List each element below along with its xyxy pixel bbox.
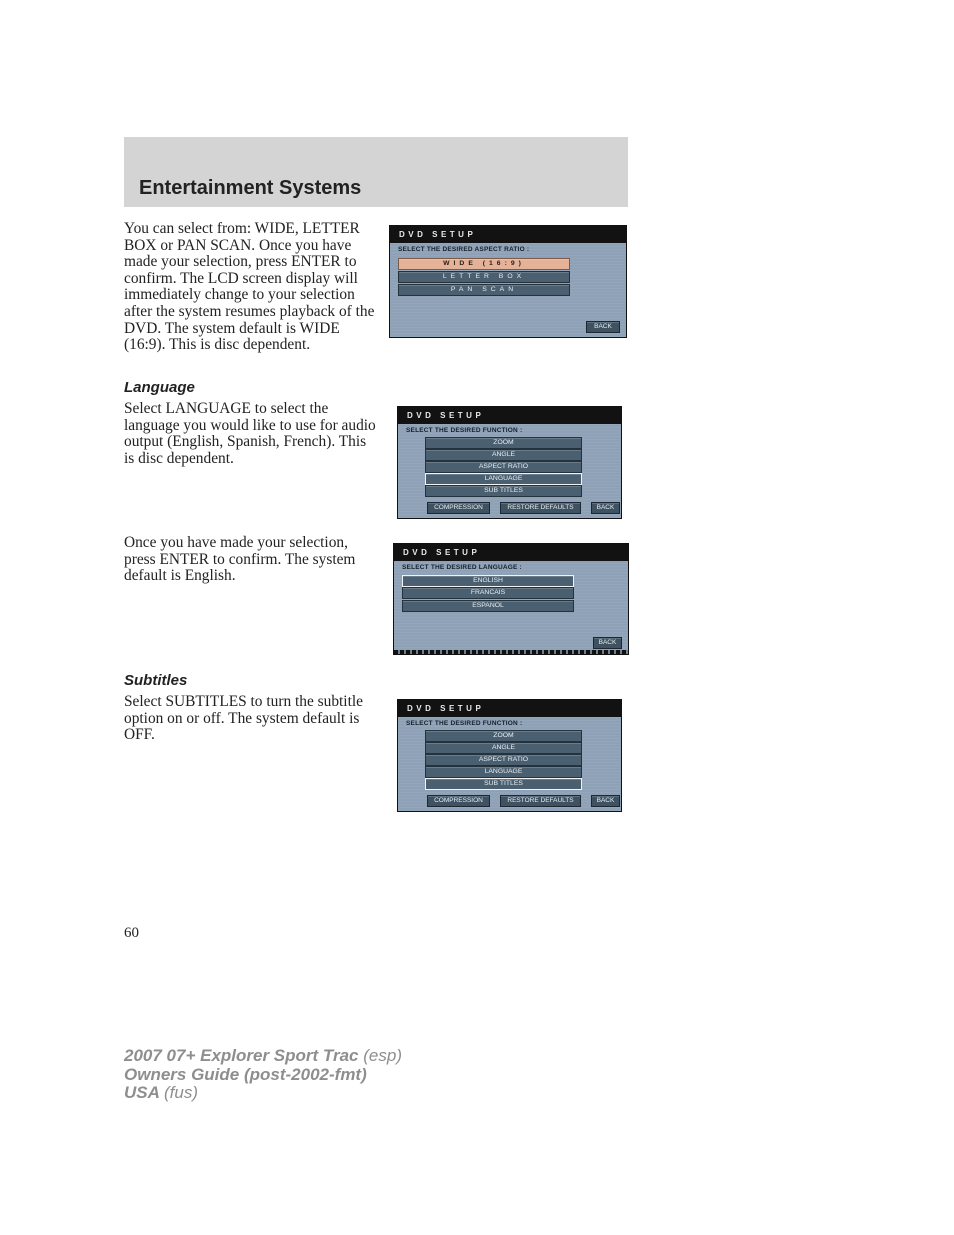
footer-line-3 bbox=[124, 1084, 402, 1103]
option-aspect-ratio[interactable]: ASPECT RATIO bbox=[425, 754, 582, 766]
screen-title-bar bbox=[398, 407, 621, 424]
option-wide[interactable]: WIDE (16:9) bbox=[398, 258, 570, 270]
dvd-setup-language-screen bbox=[393, 543, 629, 655]
footer-model: 2007 07+ Explorer Sport Trac bbox=[124, 1046, 359, 1065]
subtitles-paragraph: Select SUBTITLES to turn the subtitle option on or off. The system default is OFF. bbox=[124, 693, 363, 744]
footer-line-2 bbox=[124, 1066, 402, 1085]
screen-title-bar bbox=[390, 226, 626, 243]
option-letter-box[interactable]: LETTER BOX bbox=[398, 271, 570, 283]
option-english[interactable]: ENGLISH bbox=[402, 575, 574, 587]
screen-prompt: SELECT THE DESIRED ASPECT RATIO : bbox=[398, 246, 530, 253]
compression-button[interactable]: COMPRESSION bbox=[427, 502, 490, 514]
dvd-setup-function-screen bbox=[397, 406, 622, 519]
option-zoom[interactable]: ZOOM bbox=[425, 730, 582, 742]
document-footer bbox=[124, 1047, 402, 1103]
footer-market-code: (fus) bbox=[164, 1083, 198, 1102]
compression-button[interactable]: COMPRESSION bbox=[427, 795, 490, 807]
option-language[interactable]: LANGUAGE bbox=[425, 473, 582, 485]
screen-bottom-edge bbox=[394, 650, 628, 654]
option-zoom[interactable]: ZOOM bbox=[425, 437, 582, 449]
screen-prompt: SELECT THE DESIRED FUNCTION : bbox=[406, 720, 523, 727]
footer-line-1 bbox=[124, 1047, 402, 1066]
footer-market: USA bbox=[124, 1083, 160, 1102]
subtitles-heading: Subtitles bbox=[124, 672, 188, 689]
screen-title-bar bbox=[394, 544, 628, 561]
option-sub-titles[interactable]: SUB TITLES bbox=[425, 778, 582, 790]
screen-prompt: SELECT THE DESIRED FUNCTION : bbox=[406, 427, 523, 434]
option-sub-titles[interactable]: SUB TITLES bbox=[425, 485, 582, 497]
screen-title: DVD SETUP bbox=[399, 230, 477, 239]
option-angle[interactable]: ANGLE bbox=[425, 742, 582, 754]
restore-defaults-button[interactable]: RESTORE DEFAULTS bbox=[500, 795, 581, 807]
restore-defaults-button[interactable]: RESTORE DEFAULTS bbox=[500, 502, 581, 514]
back-button[interactable]: BACK bbox=[586, 321, 620, 333]
screen-title: DVD SETUP bbox=[407, 704, 485, 713]
screen-title-bar bbox=[398, 700, 621, 717]
option-language[interactable]: LANGUAGE bbox=[425, 766, 582, 778]
option-espanol[interactable]: ESPANOL bbox=[402, 600, 574, 612]
option-aspect-ratio[interactable]: ASPECT RATIO bbox=[425, 461, 582, 473]
screen-prompt: SELECT THE DESIRED LANGUAGE : bbox=[402, 564, 522, 571]
option-pan-scan[interactable]: PAN SCAN bbox=[398, 284, 570, 296]
dvd-setup-function-screen-subtitles bbox=[397, 699, 622, 812]
language-heading: Language bbox=[124, 379, 195, 396]
back-button[interactable]: BACK bbox=[591, 795, 620, 807]
language-paragraph: Select LANGUAGE to select the language you would like to use for audio output (English, Spanish, French). This is disc dependent. bbox=[124, 400, 376, 467]
screen-title: DVD SETUP bbox=[407, 411, 485, 420]
screen-title: DVD SETUP bbox=[403, 548, 481, 557]
section-title: Entertainment Systems bbox=[139, 177, 362, 199]
back-button[interactable]: BACK bbox=[591, 502, 620, 514]
back-button[interactable]: BACK bbox=[593, 637, 622, 649]
option-angle[interactable]: ANGLE bbox=[425, 449, 582, 461]
language-confirm-paragraph: Once you have made your selection, press ENTER to confirm. The system default is English. bbox=[124, 534, 356, 585]
dvd-setup-aspect-screen bbox=[389, 225, 627, 338]
footer-model-code: (esp) bbox=[363, 1046, 402, 1065]
footer-guide: Owners Guide (post-2002-fmt) bbox=[124, 1064, 367, 1084]
option-francais[interactable]: FRANCAIS bbox=[402, 587, 574, 599]
page-number: 60 bbox=[124, 925, 139, 941]
aspect-paragraph: You can select from: WIDE, LETTER BOX or PAN SCAN. Once you have made your selection, press ENTER to confirm. The LCD screen display will immediately change to your selection after the system resumes playback of the DVD. The system default is WIDE (16:9). This is disc dependent. bbox=[124, 220, 375, 354]
